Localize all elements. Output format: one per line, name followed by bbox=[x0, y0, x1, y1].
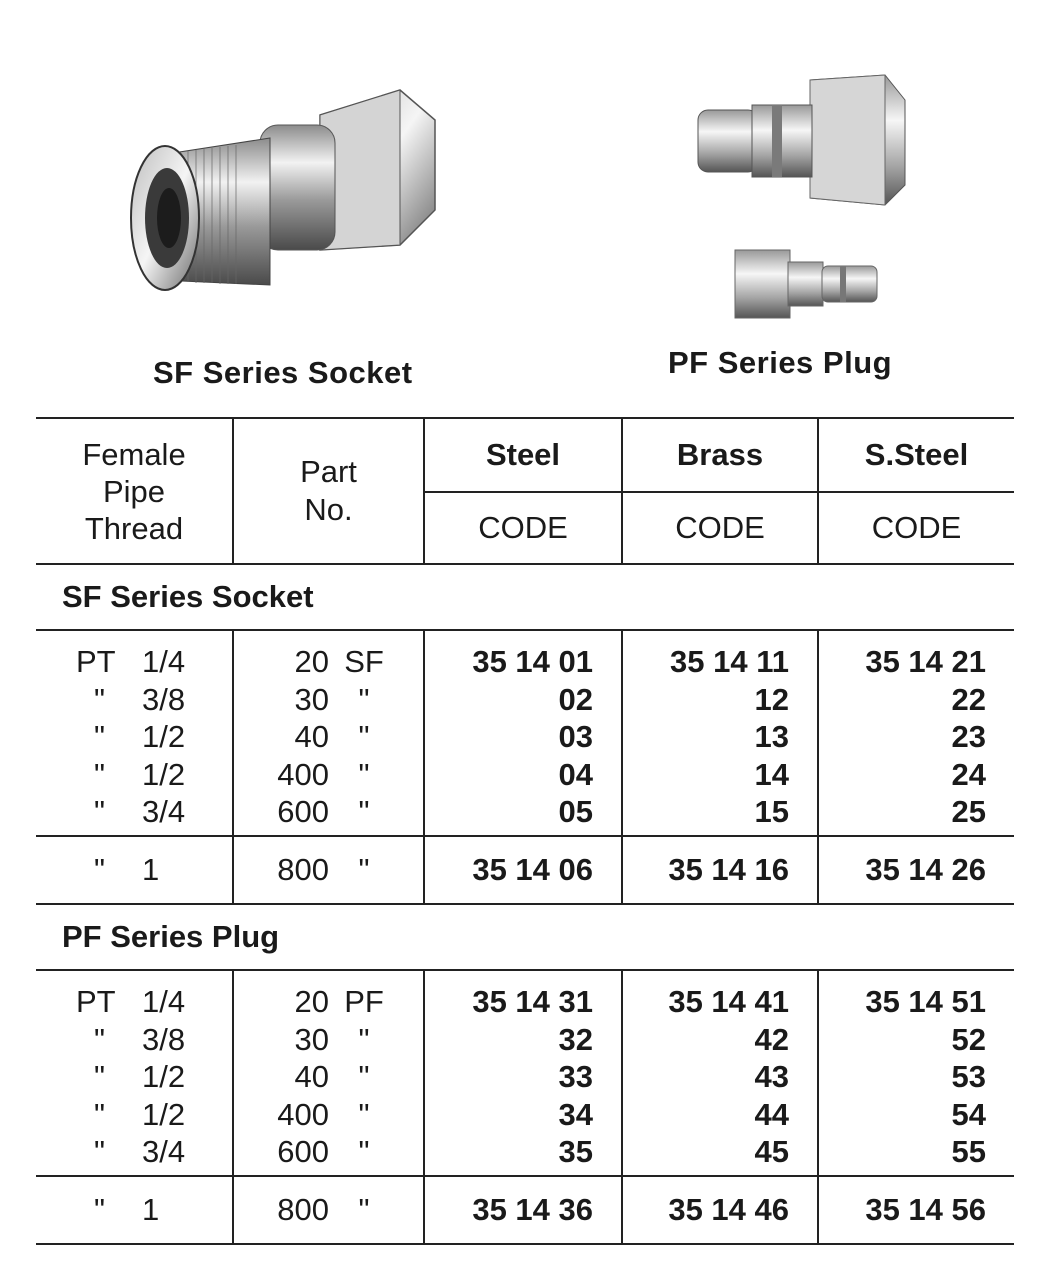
pf-part-cell bbox=[233, 970, 424, 1176]
cell-text: 1/2 bbox=[142, 756, 186, 792]
sf-steel-cell bbox=[424, 630, 622, 836]
pf-last-brass: 35 14 46 bbox=[622, 1176, 818, 1244]
section-row bbox=[36, 904, 1014, 970]
pf-brass-cell bbox=[622, 970, 818, 1176]
cell-text: 40 bbox=[294, 1059, 329, 1095]
cell-text: 54 bbox=[951, 1096, 986, 1132]
thread-header-line2: Pipe bbox=[102, 473, 166, 509]
part-header-line2: No. bbox=[304, 492, 353, 527]
cell-text: 800 bbox=[277, 1191, 329, 1227]
pf-last-row bbox=[36, 1176, 1014, 1244]
sf-last-part bbox=[233, 836, 424, 904]
cell-text: " bbox=[94, 1021, 106, 1057]
cell-text: 1 bbox=[142, 851, 160, 887]
cell-text: 13 bbox=[754, 719, 789, 755]
sf-group-row bbox=[36, 630, 1014, 836]
cell-text: " bbox=[94, 851, 106, 887]
cell-text: 04 bbox=[558, 756, 593, 792]
pf-last-steel: 35 14 36 bbox=[424, 1176, 622, 1244]
sf-last-ssteel: 35 14 26 bbox=[818, 836, 1014, 904]
cell-text: " bbox=[358, 756, 370, 792]
cell-text: 35 bbox=[558, 1134, 593, 1170]
cell-text: 20 bbox=[294, 644, 329, 679]
ssteel-code-label: CODE bbox=[818, 492, 1014, 564]
pf-last-ssteel: 35 14 56 bbox=[818, 1176, 1014, 1244]
cell-text: " bbox=[94, 1096, 106, 1132]
pf-group-row bbox=[36, 970, 1014, 1176]
part-header bbox=[233, 418, 424, 564]
cell-text: " bbox=[94, 719, 106, 755]
cell-text: " bbox=[358, 1096, 370, 1132]
cell-text: 34 bbox=[558, 1096, 593, 1132]
cell-text: PT bbox=[76, 983, 116, 1019]
cell-text: 3/8 bbox=[142, 1021, 186, 1057]
sf-last-brass: 35 14 16 bbox=[622, 836, 818, 904]
cell-text: " bbox=[94, 794, 106, 830]
cell-text: 35 14 01 bbox=[472, 644, 593, 679]
thread-header-line3: Thread bbox=[84, 510, 184, 546]
brass-code-label: CODE bbox=[622, 492, 818, 564]
parts-table bbox=[36, 417, 1014, 1245]
cell-text: " bbox=[94, 1059, 106, 1095]
sf-section-title: SF Series Socket bbox=[36, 564, 1014, 630]
cell-text: 600 bbox=[277, 794, 329, 830]
cell-text: " bbox=[358, 1191, 370, 1227]
cell-text: 3/4 bbox=[142, 1134, 186, 1170]
sf-last-thread bbox=[36, 836, 233, 904]
cell-text: 400 bbox=[277, 1096, 329, 1132]
cell-text: 45 bbox=[754, 1134, 789, 1170]
cell-text: PT bbox=[76, 644, 116, 679]
pf-plug-image bbox=[690, 70, 910, 325]
cell-text: 35 14 21 bbox=[865, 644, 986, 679]
cell-text: 52 bbox=[951, 1021, 986, 1057]
cell-text: 15 bbox=[754, 794, 789, 830]
sf-last-steel: 35 14 06 bbox=[424, 836, 622, 904]
cell-text: 32 bbox=[558, 1021, 593, 1057]
cell-text: 24 bbox=[951, 756, 986, 792]
cell-text: 35 14 51 bbox=[865, 983, 986, 1019]
cell-text: " bbox=[94, 681, 106, 717]
cell-text: 40 bbox=[294, 719, 329, 755]
cell-text: 1/2 bbox=[142, 1059, 186, 1095]
cell-text: SF bbox=[344, 644, 384, 679]
cell-text: 1/4 bbox=[142, 644, 186, 679]
cell-text: 33 bbox=[558, 1059, 593, 1095]
cell-text: 600 bbox=[277, 1134, 329, 1170]
pf-thread-cell bbox=[36, 970, 233, 1176]
cell-text: 1/2 bbox=[142, 719, 186, 755]
cell-text: 03 bbox=[558, 719, 593, 755]
steel-header: Steel bbox=[424, 418, 622, 492]
cell-text: 14 bbox=[754, 756, 789, 792]
part-header-line1: Part bbox=[300, 454, 357, 489]
cell-text: 25 bbox=[951, 794, 986, 830]
cell-text: 35 14 31 bbox=[472, 983, 593, 1019]
sf-socket-image bbox=[120, 80, 450, 320]
pf-plug-caption: PF Series Plug bbox=[668, 345, 893, 380]
sf-socket-caption: SF Series Socket bbox=[153, 355, 413, 390]
cell-text: 55 bbox=[951, 1134, 986, 1170]
cell-text: " bbox=[94, 1134, 106, 1170]
cell-text: 3/8 bbox=[142, 681, 186, 717]
brass-header: Brass bbox=[622, 418, 818, 492]
sf-last-row bbox=[36, 836, 1014, 904]
sf-brass-cell bbox=[622, 630, 818, 836]
cell-text: 02 bbox=[558, 681, 593, 717]
cell-text: " bbox=[358, 851, 370, 887]
cell-text: " bbox=[358, 1059, 370, 1095]
table-header-row bbox=[36, 418, 1014, 492]
cell-text: " bbox=[94, 756, 106, 792]
cell-text: 42 bbox=[754, 1021, 789, 1057]
cell-text: 44 bbox=[754, 1096, 789, 1132]
ssteel-header: S.Steel bbox=[818, 418, 1014, 492]
steel-code-label: CODE bbox=[424, 492, 622, 564]
cell-text: 22 bbox=[951, 681, 986, 717]
pf-steel-cell bbox=[424, 970, 622, 1176]
cell-text: 30 bbox=[294, 681, 329, 717]
cell-text: " bbox=[358, 1134, 370, 1170]
cell-text: 35 14 41 bbox=[668, 983, 789, 1019]
cell-text: 30 bbox=[294, 1021, 329, 1057]
cell-text: 23 bbox=[951, 719, 986, 755]
cell-text: 400 bbox=[277, 756, 329, 792]
pf-last-part bbox=[233, 1176, 424, 1244]
cell-text: 12 bbox=[754, 681, 789, 717]
cell-text: " bbox=[358, 681, 370, 717]
thread-header-line1: Female bbox=[82, 436, 186, 472]
cell-text: 800 bbox=[277, 851, 329, 887]
sf-part-cell bbox=[233, 630, 424, 836]
pf-last-thread bbox=[36, 1176, 233, 1244]
cell-text: 1 bbox=[142, 1191, 160, 1227]
pf-section-title: PF Series Plug bbox=[36, 904, 1014, 970]
section-row bbox=[36, 564, 1014, 630]
cell-text: 43 bbox=[754, 1059, 789, 1095]
pf-ssteel-cell bbox=[818, 970, 1014, 1176]
cell-text: PF bbox=[344, 983, 384, 1019]
cell-text: " bbox=[358, 794, 370, 830]
cell-text: 1/2 bbox=[142, 1096, 186, 1132]
cell-text: 1/4 bbox=[142, 983, 186, 1019]
cell-text: 53 bbox=[951, 1059, 986, 1095]
sf-ssteel-cell bbox=[818, 630, 1014, 836]
cell-text: 05 bbox=[558, 794, 593, 830]
sf-thread-cell bbox=[36, 630, 233, 836]
cell-text: 35 14 11 bbox=[670, 644, 789, 679]
cell-text: " bbox=[358, 719, 370, 755]
cell-text: " bbox=[94, 1191, 106, 1227]
cell-text: 20 bbox=[294, 983, 329, 1019]
thread-header bbox=[36, 418, 233, 564]
cell-text: 3/4 bbox=[142, 794, 186, 830]
cell-text: " bbox=[358, 1021, 370, 1057]
